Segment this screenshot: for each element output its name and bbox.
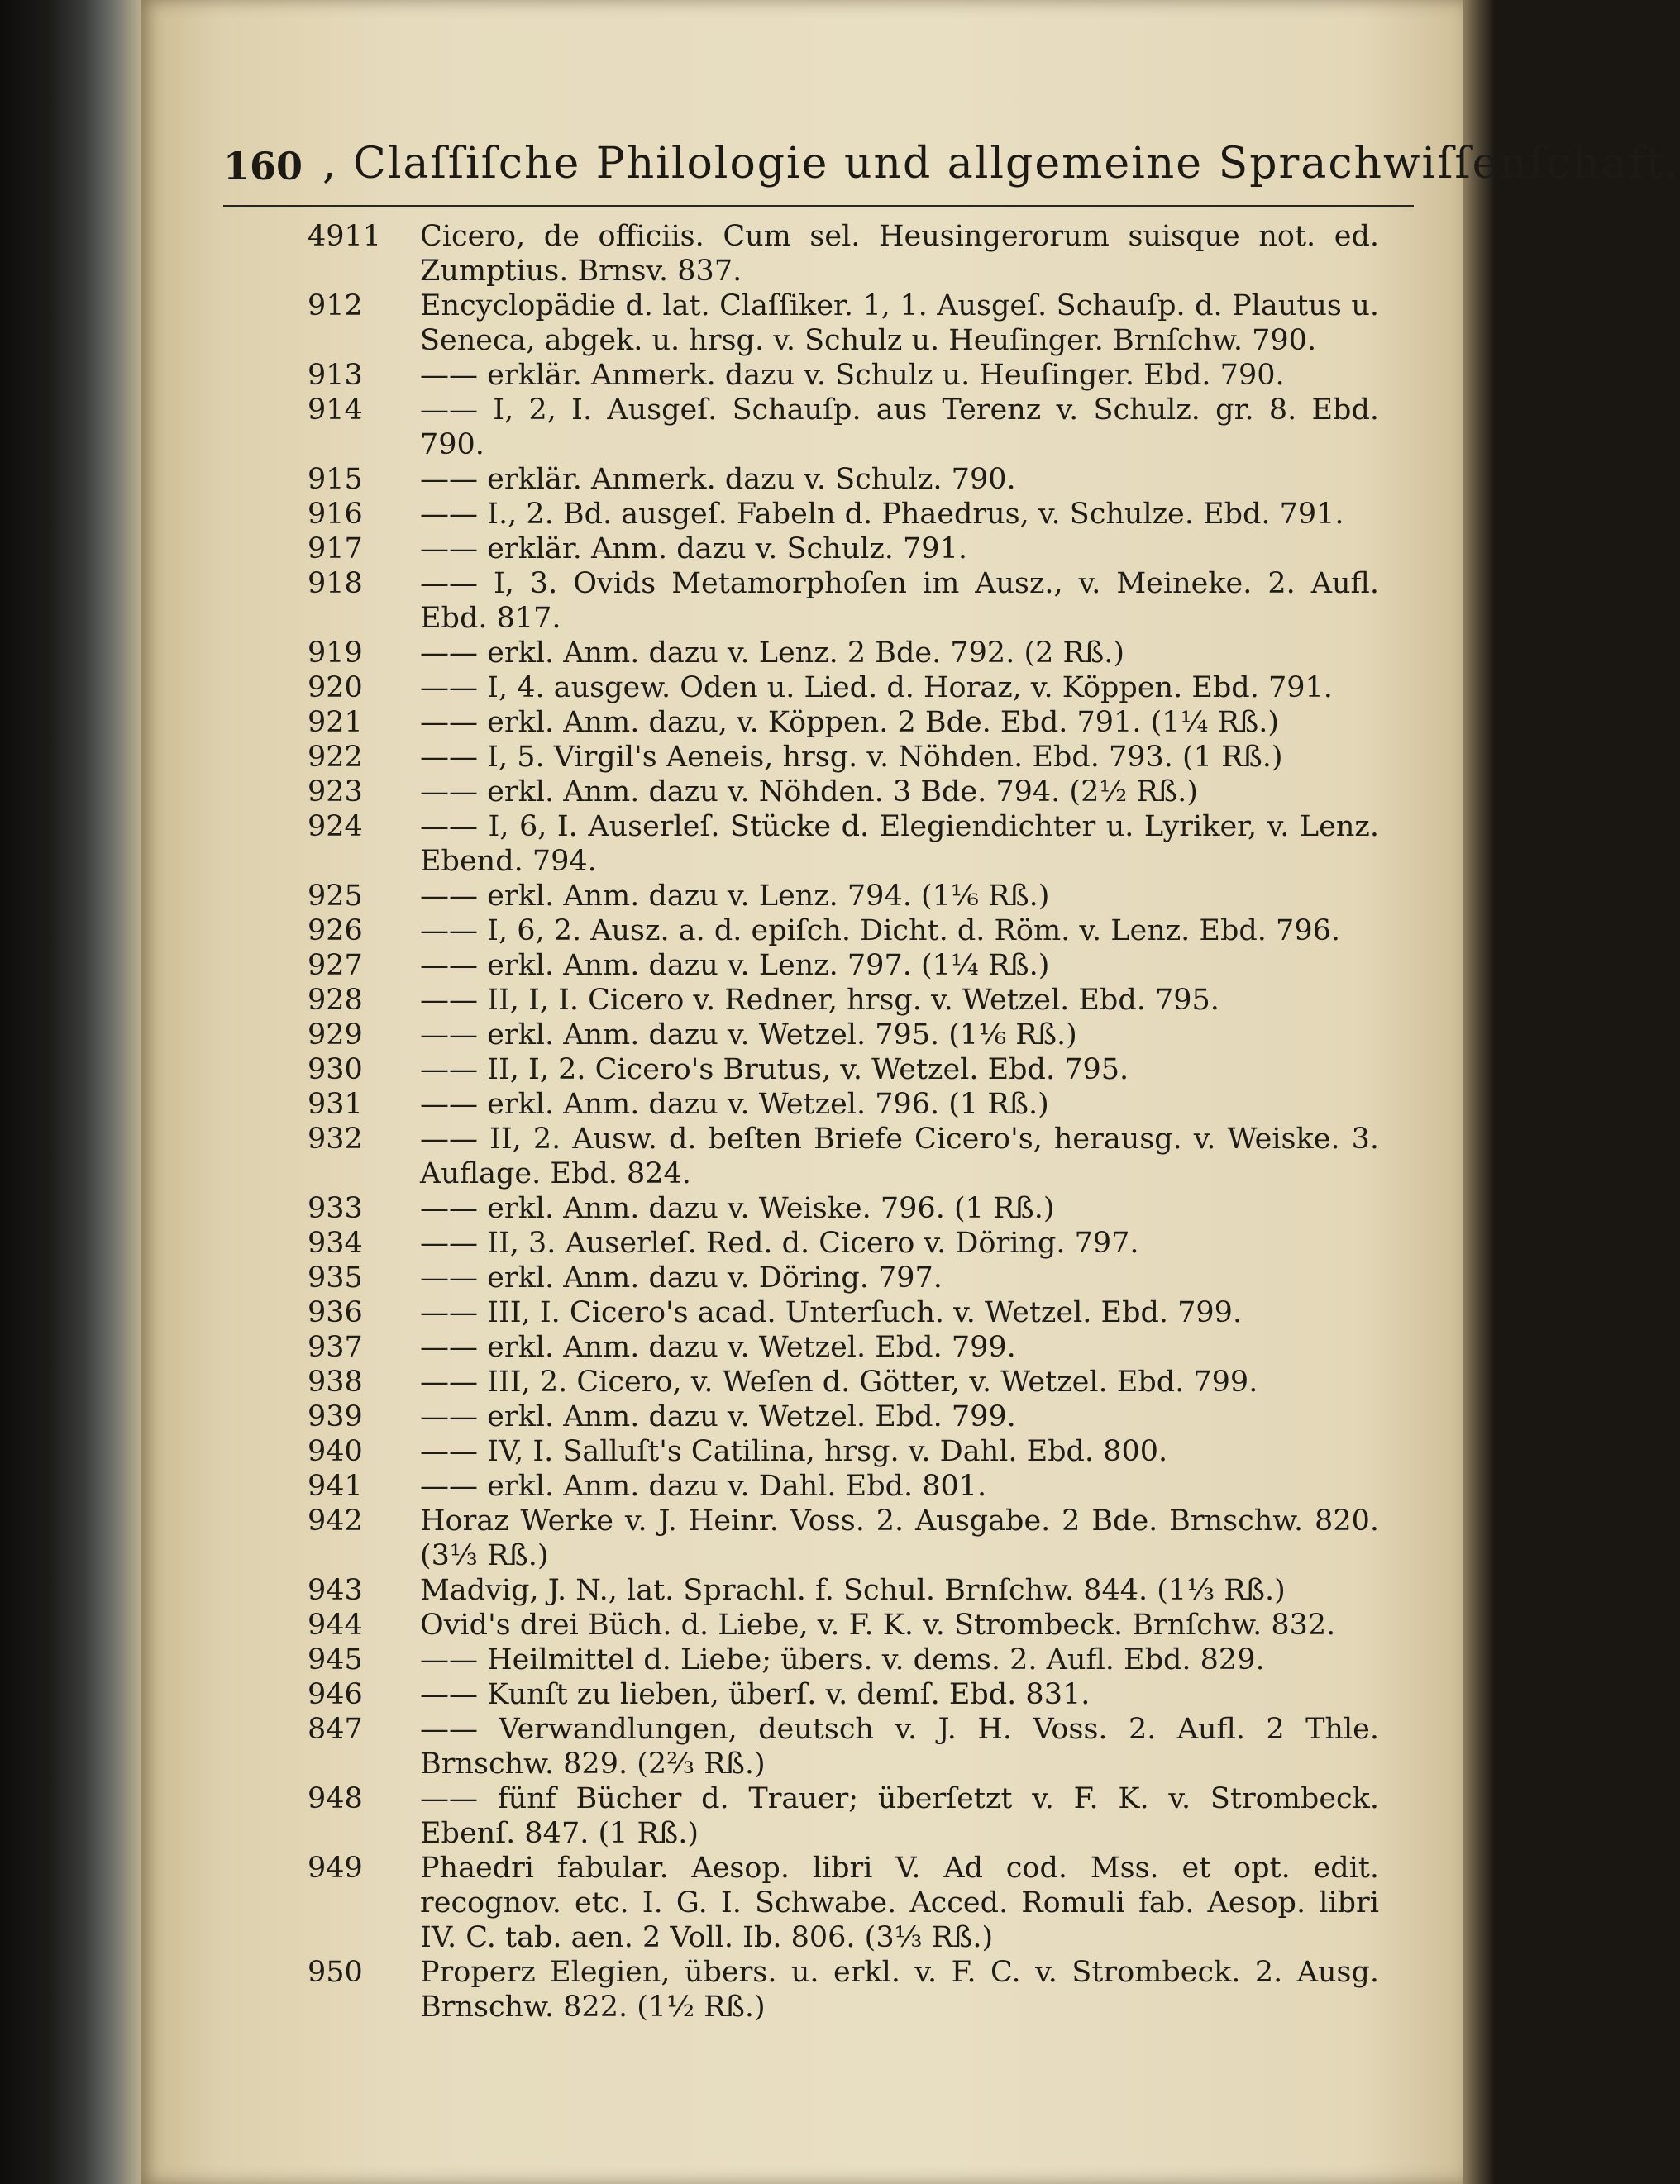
entry-number: 949 [308,1852,363,1885]
entry-text: —— III, 2. Cicero, v. Weſen d. Götter, v. Wetzel. Ebd. 799. [420,1366,1258,1399]
entry-text: Ovid's drei Büch. d. Liebe, v. F. K. v. Strombeck. Brnſchw. 832. [420,1609,1336,1642]
entry-number: 916 [308,498,363,531]
entry-text: —— I, 5. Virgil's Aeneis, hrsg. v. Nöhden. Ebd. 793. (1 Rß.) [420,741,1283,774]
catalog-entry [0,1261,1494,1295]
catalog-entry [0,1434,1494,1469]
entry-text: —— erklär. Anm. dazu v. Schulz. 791. [420,532,967,565]
catalog-entry [0,1504,1494,1573]
entry-number: 922 [308,741,363,774]
catalog-entry [0,1191,1494,1226]
entry-text: Encyclopädie d. lat. Claſſiker. 1, 1. Ausgeſ. Schauſp. d. Plautus u. Seneca, abgek. u. hrsg. v. Schulz u. Heuſinger. Brnſchw. 790. [420,289,1379,357]
entry-number: 912 [308,289,363,322]
entry-number: 935 [308,1261,363,1295]
entry-text: Cicero, de officiis. Cum sel. Heusingerorum suisque not. ed. Zumptius. Brnsv. 837. [420,220,1379,288]
catalog-entry [0,462,1494,497]
catalog-entry [0,1573,1494,1608]
entry-text: —— II, 3. Auserleſ. Red. d. Cicero v. Döring. 797. [420,1227,1139,1260]
entry-number: 913 [308,359,363,392]
entry-text: —— II, 2. Ausw. d. beſten Briefe Cicero's, herausg. v. Weiske. 3. Auflage. Ebd. 824. [420,1123,1379,1190]
catalog-entry [0,913,1494,948]
entry-number: 847 [308,1713,363,1746]
catalog-entry [0,1400,1494,1434]
entry-number: 929 [308,1018,363,1051]
entry-text: Madvig, J. N., lat. Sprachl. f. Schul. Brnſchw. 844. (1⅓ Rß.) [420,1574,1286,1607]
entry-number: 944 [308,1609,363,1642]
catalog-entry [0,1677,1494,1712]
catalog-entry [0,1643,1494,1677]
entry-text: —— erkl. Anm. dazu, v. Köppen. 2 Bde. Ebd. 791. (1¼ Rß.) [420,706,1280,739]
catalog-entry [0,670,1494,705]
entry-number: 914 [308,393,363,427]
entry-number: 4911 [308,220,382,253]
entry-text: —— erkl. Anm. dazu v. Wetzel. 796. (1 Rß.) [420,1088,1049,1121]
entry-number: 943 [308,1574,363,1607]
entry-text: —— erkl. Anm. dazu v. Döring. 797. [420,1261,943,1295]
catalog-entry [0,358,1494,393]
entry-text: —— erkl. Anm. dazu v. Lenz. 794. (1⅙ Rß.) [420,880,1050,913]
entry-text: —— erkl. Anm. dazu v. Wetzel. Ebd. 799. [420,1400,1016,1433]
entry-text: —— II, I, 2. Cicero's Brutus, v. Wetzel. Ebd. 795. [420,1053,1129,1086]
entry-number: 942 [308,1504,363,1538]
entry-number: 930 [308,1053,363,1086]
catalog-entry [0,1122,1494,1191]
entry-text: —— IV, I. Salluſt's Catilina, hrsg. v. Dahl. Ebd. 800. [420,1435,1168,1468]
entry-text: —— Verwandlungen, deutsch v. J. H. Voss. 2. Aufl. 2 Thle. Brnschw. 829. (2⅔ Rß.) [420,1713,1379,1781]
entry-number: 931 [308,1088,363,1121]
entry-number: 918 [308,567,363,600]
entry-text: —— erkl. Anm. dazu v. Wetzel. 795. (1⅙ Rß.) [420,1018,1077,1051]
entry-number: 923 [308,775,363,808]
entry-text: —— I., 2. Bd. ausgeſ. Fabeln d. Phaedrus, v. Schulze. Ebd. 791. [420,498,1344,531]
entry-text: Phaedri fabular. Aesop. libri V. Ad cod. Mss. et opt. edit. recognov. etc. I. G. I. Schwabe. Acced. Romuli fab. Aesop. libri IV. C. tab. aen. 2 Voll. Ib. 806. (3⅓ Rß.) [420,1852,1379,1954]
entry-number: 932 [308,1123,363,1156]
entry-text: —— I, 3. Ovids Metamorphoſen im Ausz., v. Meineke. 2. Aufl. Ebd. 817. [420,567,1379,635]
catalog-entry [0,1226,1494,1261]
entry-number: 927 [308,949,363,982]
catalog-entries [0,219,1494,2024]
entry-number: 950 [308,1956,363,1989]
catalog-entry [0,1608,1494,1643]
entry-number: 920 [308,671,363,704]
entry-text: —— I, 2, I. Ausgeſ. Schauſp. aus Terenz v. Schulz. gr. 8. Ebd. 790. [420,393,1379,461]
running-header [223,132,1680,198]
entry-number: 937 [308,1331,363,1364]
catalog-entry [0,1781,1494,1851]
entry-number: 925 [308,880,363,913]
entry-text: Horaz Werke v. J. Heinr. Voss. 2. Ausgabe. 2 Bde. Brnschw. 820. (3⅓ Rß.) [420,1504,1379,1572]
entry-number: 940 [308,1435,363,1468]
page-number: 160 [223,144,303,188]
entry-text: —— erkl. Anm. dazu v. Lenz. 2 Bde. 792. (2 Rß.) [420,637,1125,670]
entry-text: —— erkl. Anm. dazu v. Dahl. Ebd. 801. [420,1470,987,1503]
entry-text: —— erkl. Anm. dazu v. Lenz. 797. (1¼ Rß.) [420,949,1050,982]
entry-number: 946 [308,1678,363,1711]
header-rule [223,205,1414,207]
entry-text: —— erkl. Anm. dazu v. Wetzel. Ebd. 799. [420,1331,1016,1364]
entry-text: —— erklär. Anmerk. dazu v. Schulz u. Heuſinger. Ebd. 790. [420,359,1285,392]
entry-number: 917 [308,532,363,565]
catalog-entry [0,1018,1494,1052]
catalog-entry [0,1469,1494,1504]
entry-number: 934 [308,1227,363,1260]
catalog-entry [0,1295,1494,1330]
entry-text: —— III, I. Cicero's acad. Unterſuch. v. Wetzel. Ebd. 799. [420,1296,1243,1329]
entry-number: 924 [308,810,363,843]
catalog-entry [0,566,1494,636]
entry-text: —— fünf Bücher d. Trauer; überſetzt v. F. K. v. Strombeck. Ebenſ. 847. (1 Rß.) [420,1782,1379,1850]
entry-number: 919 [308,637,363,670]
catalog-entry [0,879,1494,913]
catalog-entry [0,705,1494,740]
catalog-entry [0,948,1494,983]
entry-text: —— I, 6, 2. Ausz. a. d. epiſch. Dicht. d. Röm. v. Lenz. Ebd. 796. [420,914,1340,947]
catalog-entry [0,1712,1494,1781]
catalog-entry [0,1330,1494,1365]
entry-number: 938 [308,1366,363,1399]
catalog-entry [0,809,1494,879]
entry-text: —— erklär. Anmerk. dazu v. Schulz. 790. [420,463,1016,496]
catalog-entry [0,983,1494,1018]
catalog-entry [0,1087,1494,1122]
entry-text: —— I, 4. ausgew. Oden u. Lied. d. Horaz, v. Köppen. Ebd. 791. [420,671,1333,704]
catalog-entry [0,740,1494,775]
catalog-entry [0,1955,1494,2024]
entry-number: 921 [308,706,363,739]
catalog-entry [0,1851,1494,1955]
catalog-entry [0,532,1494,566]
catalog-entry [0,393,1494,462]
catalog-entry [0,1365,1494,1400]
entry-text: —— Kunſt zu lieben, überſ. v. demſ. Ebd. 831. [420,1678,1091,1711]
catalog-entry [0,1052,1494,1087]
catalog-entry [0,775,1494,809]
page-title: , Claſſiſche Philologie und allgemeine Sprachwiſſenſchaft. [322,139,1680,188]
entry-text: —— erkl. Anm. dazu v. Weiske. 796. (1 Rß.) [420,1192,1055,1225]
entry-number: 939 [308,1400,363,1433]
entry-number: 936 [308,1296,363,1329]
entry-number: 945 [308,1643,363,1676]
entry-text: —— I, 6, I. Auserleſ. Stücke d. Elegiendichter u. Lyriker, v. Lenz. Ebend. 794. [420,810,1379,878]
catalog-entry [0,636,1494,670]
entry-number: 928 [308,984,363,1017]
entry-number: 926 [308,914,363,947]
entry-text: —— II, I, I. Cicero v. Redner, hrsg. v. Wetzel. Ebd. 795. [420,984,1219,1017]
entry-text: Properz Elegien, übers. u. erkl. v. F. C. v. Strombeck. 2. Ausg. Brnschw. 822. (1½ Rß.) [420,1956,1379,2024]
catalog-entry [0,497,1494,532]
entry-number: 933 [308,1192,363,1225]
entry-text: —— erkl. Anm. dazu v. Nöhden. 3 Bde. 794. (2½ Rß.) [420,775,1198,808]
catalog-entry [0,219,1494,288]
entry-number: 948 [308,1782,363,1815]
entry-number: 941 [308,1470,363,1503]
entry-text: —— Heilmittel d. Liebe; übers. v. dems. 2. Aufl. Ebd. 829. [420,1643,1265,1676]
entry-number: 915 [308,463,363,496]
catalog-entry [0,288,1494,358]
